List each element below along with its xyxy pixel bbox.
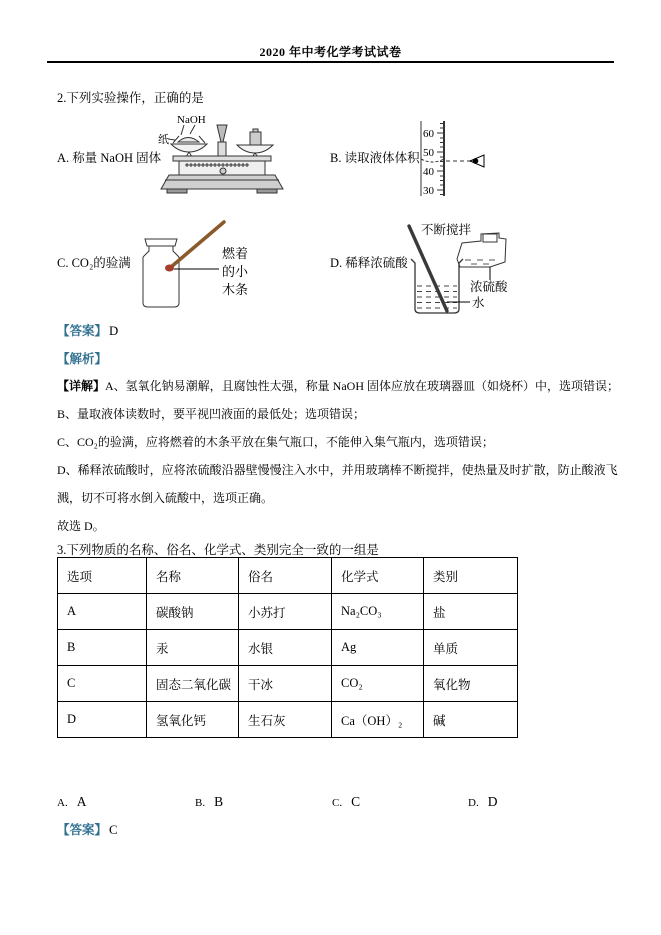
cell-c-common: 干冰 — [239, 666, 332, 702]
q2-answer-value: D — [109, 324, 119, 338]
q3-th-option: 选项 — [58, 558, 147, 594]
tick-40: 40 — [423, 166, 434, 178]
bottle-neck — [143, 246, 179, 257]
q3-table-row-a — [58, 594, 518, 630]
cell-a-option: A — [58, 594, 147, 630]
cell-c-option: C — [58, 666, 147, 702]
graduated-cylinder-diagram — [410, 118, 495, 198]
q2-detail-d: D、稀释浓硫酸时，应将浓硫酸沿器壁慢慢注入水中，并用玻璃棒不断搅拌，使热量及时扩散，防止酸液飞溅，切不可将水倒入硫酸中，选项正确。 — [57, 463, 618, 505]
q2-option-c-label: C. CO₂的验满 — [57, 256, 131, 270]
q3-choice-d: D. D — [468, 794, 498, 809]
acid-bottle-cap — [483, 234, 497, 242]
q2-detail-c: C、CO₂的验满，应将燃着的木条平放在集气瓶口，不能伸入集气瓶内，选项错误； — [57, 435, 494, 449]
wood-label-line1: 燃着 — [222, 246, 249, 261]
cell-b-common: 水银 — [239, 630, 332, 666]
cell-a-category: 盐 — [424, 594, 518, 630]
q3-answer-tag: 【答案】 — [57, 823, 108, 837]
q2-explanation — [57, 372, 635, 540]
q3-choice-a: A. A — [57, 794, 87, 809]
water-label: 水 — [472, 296, 485, 310]
q3-choices-row — [0, 793, 661, 813]
q2-option-d-label: D. 稀释浓硫酸 — [330, 256, 408, 270]
q2-option-a-label: A. 称量 NaOH 固体 — [57, 151, 162, 165]
left-pan — [171, 144, 207, 152]
wood-label-line2: 的小 — [222, 264, 249, 279]
q3-table-row-c — [58, 666, 518, 702]
q3-stem: 3.下列物质的名称、俗名、化学式、类别完全一致的一组是 — [57, 543, 379, 557]
balance-scale-diagram — [157, 112, 287, 197]
q3-th-name: 名称 — [147, 558, 239, 594]
q3-answer-line — [57, 820, 118, 839]
q3-table-row-b — [58, 630, 518, 666]
pointer-needle — [217, 125, 227, 142]
cell-b-name: 汞 — [147, 630, 239, 666]
cell-d-category: 碱 — [424, 702, 518, 738]
q3-th-category: 类别 — [424, 558, 518, 594]
page-title: 2020 年中考化学考试试卷 — [259, 45, 402, 59]
q3-th-formula: 化学式 — [332, 558, 424, 594]
adjust-knob — [220, 168, 226, 174]
cell-a-formula: Na₂CO₃ — [332, 594, 424, 630]
beam — [173, 156, 271, 161]
acid-label: 浓硫酸 — [470, 280, 508, 294]
naoh-pile — [178, 138, 199, 143]
q2-answer-tag: 【答案】 — [57, 324, 108, 338]
q2-analysis-line — [57, 349, 107, 368]
q2-stem: 2.下列实验操作，正确的是 — [57, 91, 204, 105]
right-pan — [237, 145, 273, 153]
cell-a-common: 小苏打 — [239, 594, 332, 630]
cell-d-option: D — [58, 702, 147, 738]
foot-right — [257, 189, 277, 193]
cell-d-common: 生石灰 — [239, 702, 332, 738]
gas-bottle-diagram — [140, 218, 310, 323]
cell-b-option: B — [58, 630, 147, 666]
cell-d-name: 氢氧化钙 — [147, 702, 239, 738]
q3-table — [57, 557, 518, 738]
q3-choice-c: C. C — [332, 794, 361, 809]
q2-detail-tag: 【详解】 — [57, 379, 106, 393]
acid-bottle — [457, 233, 506, 267]
q3-table-row-d — [58, 702, 518, 738]
tick-30: 30 — [423, 185, 434, 197]
foot-left — [167, 189, 187, 193]
header-divider — [47, 61, 614, 63]
q2-option-b-label: B. 读取液体体积 — [330, 151, 420, 165]
cell-c-category: 氧化物 — [424, 666, 518, 702]
paper-label: 纸 — [158, 134, 169, 146]
weight — [250, 132, 261, 145]
q2-conclusion: 故选 D。 — [57, 519, 105, 533]
cell-c-name: 固态二氧化碳 — [147, 666, 239, 702]
q2-detail-b: B、量取液体读数时，要平视凹液面的最低处；选项错误； — [57, 407, 366, 421]
q3-table-header-row — [58, 558, 518, 594]
q3-answer-value: C — [109, 823, 118, 837]
cell-a-name: 碳酸钠 — [147, 594, 239, 630]
base — [161, 175, 283, 189]
tick-50: 50 — [423, 147, 434, 159]
cell-d-formula: Ca（OH）₂ — [332, 702, 424, 738]
q3-th-common-name: 俗名 — [239, 558, 332, 594]
glowing-tip — [165, 265, 174, 272]
q2-answer-line — [57, 321, 118, 340]
eye-pupil — [473, 158, 479, 164]
naoh-label: NaOH — [177, 114, 206, 126]
q3-choice-b: B. B — [195, 794, 224, 809]
cell-b-formula: Ag — [332, 630, 424, 666]
wood-label-line3: 木条 — [222, 282, 249, 297]
tick-60: 60 — [423, 128, 434, 140]
q2-analysis-tag: 【解析】 — [57, 352, 108, 366]
cell-c-formula: CO₂ — [332, 666, 424, 702]
q2-detail-a: 【详解】A、氢氧化钠易潮解，且腐蚀性太强，称量 NaOH 固体应放在玻璃器皿（如烧杯）中，选项错误； — [57, 379, 620, 393]
dilution-diagram — [393, 212, 583, 322]
stir-label: 不断搅拌 — [421, 223, 472, 237]
bottle-lip — [145, 239, 177, 246]
wood-splint — [171, 222, 224, 267]
cell-b-category: 单质 — [424, 630, 518, 666]
